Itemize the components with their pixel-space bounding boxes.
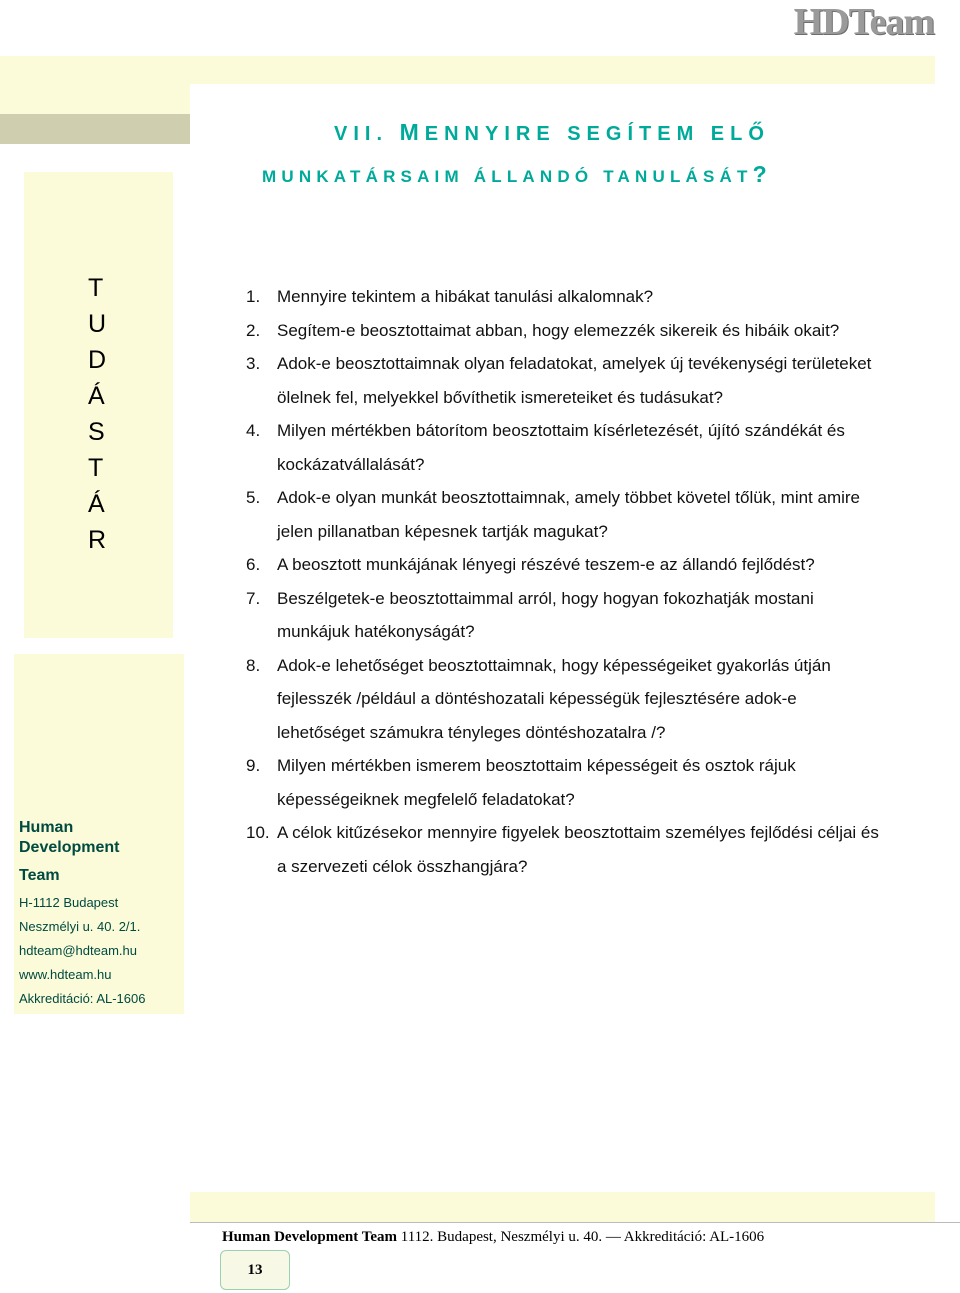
section-title-line2: MUNKATÁRSAIM ÁLLANDÓ TANULÁSÁT?: [262, 161, 772, 187]
list-item: 5. Adok-e olyan munkát beosztottaimnak, amely többet követel tőlük, mint amire jelen pillanatban képesnek tartják magukat?: [246, 488, 861, 541]
sidebar-letter: Á: [88, 382, 105, 410]
question-list: [246, 280, 886, 883]
sidebar-vertical-title: [88, 270, 128, 558]
list-item: 6. A beosztott munkájának lényegi részévé teszem-e az állandó fejlődést?: [246, 555, 815, 574]
sidebar-letter: Á: [88, 490, 105, 518]
title-band: [0, 114, 190, 144]
list-item: 7. Beszélgetek-e beosztottaimmal arról, hogy hogyan fokozhatják mostani munkájuk hatékonyságát?: [246, 588, 814, 641]
sidebar-letter: U: [88, 310, 107, 338]
street: Neszmélyi u. 40. 2/1.: [19, 919, 141, 934]
footer-text: Human Development Team 1112. Budapest, Neszmélyi u. 40. ― Akkreditáció: AL-1606: [222, 1229, 765, 1245]
list-item: 3. Adok-e beosztottaimnak olyan feladatokat, amelyek új tevékenységi területeket ölelnek fel, melyekkel bővíthetik ismereteiket és tudásukat?: [246, 354, 872, 407]
address: H-1112 Budapest: [19, 895, 119, 910]
sidebar-letter: R: [88, 526, 107, 554]
sidebar-letter: S: [88, 418, 105, 446]
website-link[interactable]: www.hdteam.hu: [19, 967, 112, 982]
company-name: Human Development Team: [19, 819, 120, 884]
page-number: 13: [220, 1250, 290, 1290]
footer-divider: [190, 1222, 960, 1223]
email-link[interactable]: hdteam@hdteam.hu: [19, 943, 137, 958]
sidebar-letter: T: [88, 274, 104, 302]
contact-info: [19, 891, 184, 1011]
list-item: 8. Adok-e lehetőséget beosztottaimnak, hogy képességeiket gyakorlás útján fejlesszék /például a döntéshozatali képességük fejlesztésére adok-e lehetőséget számukra tényleges döntéshozatalra /?: [246, 655, 831, 742]
list-item: 4. Milyen mértékben bátorítom beosztottaim kísérletezését, újító szándékát és kockázatvállalását?: [246, 421, 845, 474]
sidebar-letter: T: [88, 454, 104, 482]
list-item: 2. Segítem-e beosztottaimat abban, hogy elemezzék sikereik és hibáik okait?: [246, 320, 840, 340]
list-item: 1. Mennyire tekintem a hibákat tanulási alkalomnak?: [246, 287, 654, 306]
list-item: 10. A célok kitűzésekor mennyire figyelek beosztottaim személyes fejlődési céljai és a szervezeti célok összhangjára?: [246, 823, 879, 876]
hdteam-logo: HDTeam: [793, 1, 934, 43]
header-band-left: [0, 56, 190, 114]
footer-band: [190, 1192, 935, 1222]
section-title-line1: VII. MENNYIRE SEGÍTEM ELŐ: [334, 119, 770, 145]
accreditation: Akkreditáció: AL-1606: [19, 991, 146, 1006]
list-item: 9. Milyen mértékben ismerem beosztottaim képességeit és osztok rájuk képességeiknek megfelelő feladatokat?: [246, 756, 796, 809]
sidebar-letter: D: [88, 346, 107, 374]
